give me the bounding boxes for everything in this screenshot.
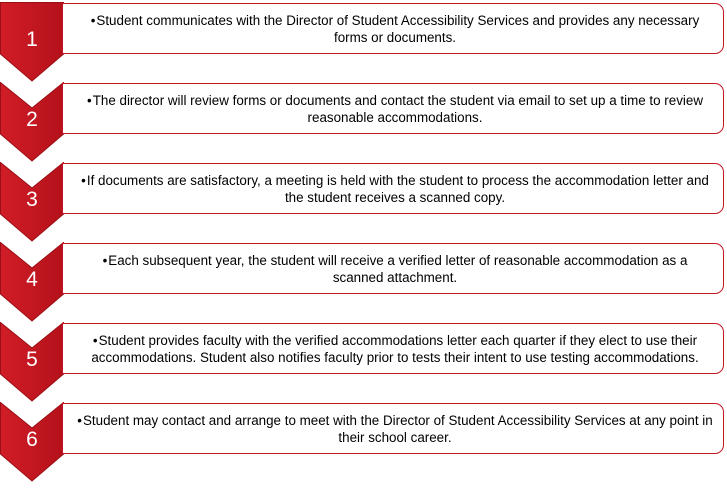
step-number: 6: [26, 428, 38, 451]
step-description: [77, 252, 713, 286]
bullet-icon: •: [87, 92, 92, 108]
bullet-icon: •: [81, 172, 86, 188]
process-step: [0, 322, 727, 402]
process-step: [0, 82, 727, 162]
step-description: [77, 12, 713, 46]
chevron-arrow: [0, 2, 64, 82]
bullet-icon: •: [90, 12, 96, 28]
process-step: [0, 242, 727, 322]
bullet-icon: •: [77, 412, 82, 428]
step-number: 5: [26, 348, 38, 371]
step-number: 1: [26, 28, 38, 51]
step-number: 4: [26, 268, 38, 291]
step-description-text: Student communicates with the Director of Student Accessibility Services and provides any necessary forms or documents.: [96, 12, 700, 45]
step-number: 2: [26, 108, 38, 131]
step-description-box: [62, 3, 724, 54]
step-description-text: If documents are satisfactory, a meeting is held with the student to process the accommodation letter and the student receives a scanned copy.: [86, 172, 709, 205]
step-description: [77, 332, 713, 366]
chevron-arrow: [0, 322, 64, 402]
step-description-box: [62, 83, 724, 134]
step-description-text: The director will review forms or documents and contact the student via email to set up a time to review reasonable accommodations.: [92, 92, 703, 125]
step-number: 3: [26, 188, 38, 211]
step-description-box: [62, 163, 724, 214]
bullet-icon: •: [102, 252, 108, 268]
bullet-icon: •: [92, 332, 98, 348]
process-step: [0, 402, 727, 482]
step-description-box: [62, 323, 724, 374]
chevron-arrow: [0, 402, 64, 482]
process-step: [0, 162, 727, 242]
step-description-box: [62, 403, 724, 454]
chevron-arrow: [0, 242, 64, 322]
chevron-arrow: [0, 162, 64, 242]
step-description: [77, 172, 713, 206]
step-description-box: [62, 243, 724, 294]
step-description-text: Each subsequent year, the student will receive a verified letter of reasonable accommodation as a scanned attachment.: [108, 252, 688, 285]
step-description: [77, 92, 713, 126]
step-description-text: Student may contact and arrange to meet with the Director of Student Accessibility Services at any point in their school career.: [83, 412, 713, 445]
process-step: [0, 2, 727, 82]
chevron-arrow: [0, 82, 64, 162]
step-description: [77, 412, 713, 446]
step-description-text: Student provides faculty with the verified accommodations letter each quarter if they elect to use their accommodations. Student also notifies faculty prior to tests their intent to use testing accommodations.: [91, 332, 699, 365]
